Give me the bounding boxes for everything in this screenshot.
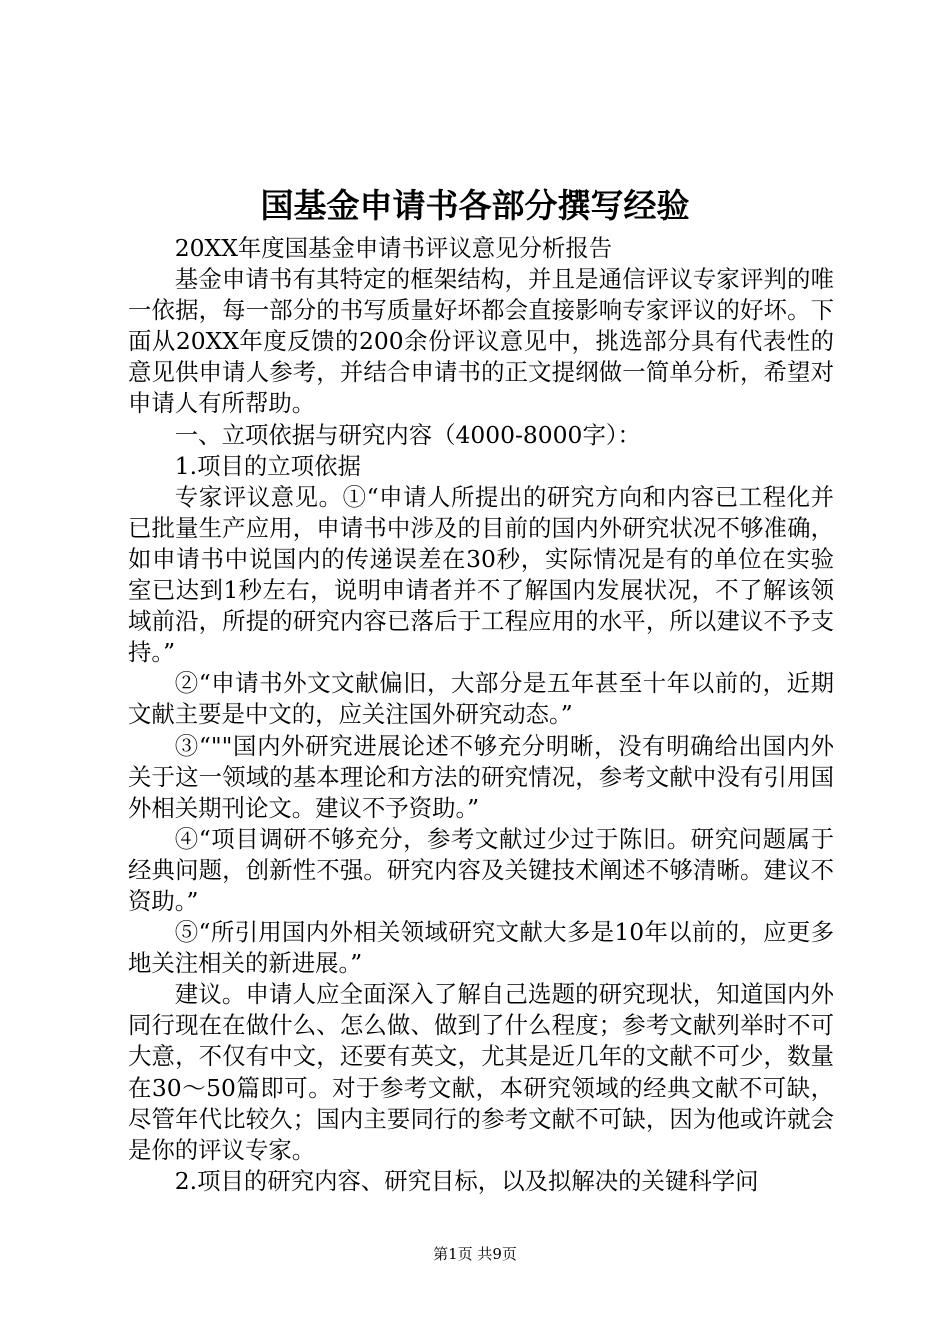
body-paragraph: 专家评议意见。①“申请人所提出的研究方向和内容已工程化并已批量生产应用，申请书中涉及的目前的国内外研究状况不够准确，如申请书中说国内的传递误差在30秒，实际情况是有的单位在实验室已达到1秒左右，说明申请者并不了解国内发展状况，不了解该领域前沿，所提的研究内容已落后于工程应用的水平，所以建议不予支持。” [128, 482, 834, 667]
body-paragraph: ②“申请书外文文献偏旧，大部分是五年甚至十年以前的，近期文献主要是中文的，应关注国外研究动态。” [128, 669, 834, 729]
document-title: 国基金申请书各部分撰写经验 [260, 186, 690, 225]
body-paragraph: 基金申请书有其特定的框架结构，并且是通信评议专家评判的唯一依据，每一部分的书写质量好坏都会直接影响专家评议的好坏。下面从20XX年度反馈的200余份评议意见中，挑选部分具有代表性的意见供申请人参考，并结合申请书的正文提纲做一简单分析，希望对申请人有所帮助。 [128, 265, 834, 418]
page-number-footer: 第1页 共9页 [433, 1245, 517, 1263]
body-paragraph: 2.项目的研究内容、研究目标，以及拟解决的关键科学问 [174, 1166, 759, 1195]
body-paragraph: ④“项目调研不够充分，参考文献过少过于陈旧。研究问题属于经典问题，创新性不强。研究内容及关键技术阐述不够清晰。建议不资助。” [128, 824, 834, 915]
body-paragraph: 1.项目的立项依据 [174, 451, 361, 480]
body-paragraph: 建议。申请人应全面深入了解自己选题的研究现状，知道国内外同行现在在做什么、怎么做、做到了什么程度；参考文献列举时不可大意，不仅有中文，还要有英文，尤其是近几年的文献不可少，数量在30～50篇即可。对于参考文献，本研究领域的经典文献不可缺，尽管年代比较久；国内主要同行的参考文献不可缺，因为他或许就会是你的评议专家。 [128, 980, 834, 1164]
body-paragraph: ③“""国内外研究进展论述不够充分明晰，没有明确给出国内外关于这一领域的基本理论和方法的研究情况，参考文献中没有引用国外相关期刊论文。建议不予资助。” [128, 731, 834, 822]
body-paragraph: 一、立项依据与研究内容（4000-8000字）： [174, 420, 641, 449]
body-paragraph: ⑤“所引用国内外相关领域研究文献大多是10年以前的，应更多地关注相关的新进展。” [128, 918, 834, 978]
body-paragraph: 20XX年度国基金申请书评议意见分析报告 [174, 234, 613, 262]
document-body [128, 233, 834, 1197]
